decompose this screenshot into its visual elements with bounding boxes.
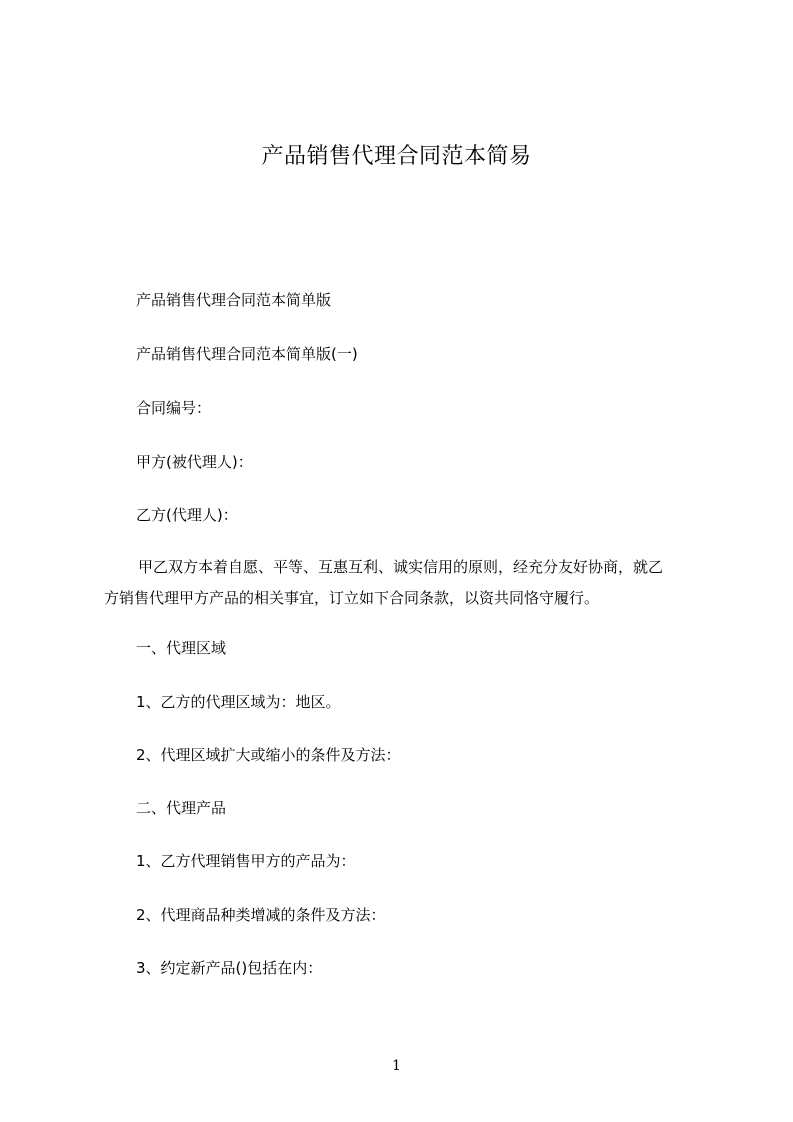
party-b-line: 乙方(代理人)： bbox=[136, 506, 238, 524]
subtitle-version-line: 产品销售代理合同范本简单版(一) bbox=[136, 345, 358, 363]
intro-line-1: 甲乙双方本着自愿、平等、互惠互利、诚实信用的原则，经充分友好协商，就乙 bbox=[138, 558, 664, 576]
section-2-item-2: 2、代理商品种类增减的条件及方法： bbox=[136, 906, 386, 924]
section-1-item-2: 2、代理区域扩大或缩小的条件及方法： bbox=[136, 746, 401, 764]
intro-line-2: 方销售代理甲方产品的相关事宜，订立如下合同条款，以资共同恪守履行。 bbox=[104, 589, 600, 607]
intro-paragraph bbox=[104, 552, 704, 614]
document-title: 产品销售代理合同范本简易 bbox=[261, 144, 532, 169]
party-a-line: 甲方(被代理人)： bbox=[136, 453, 253, 471]
contract-number-line: 合同编号： bbox=[136, 399, 212, 417]
section-2-item-1: 1、乙方代理销售甲方的产品为： bbox=[136, 852, 356, 870]
section-2-item-3: 3、约定新产品()包括在内： bbox=[136, 959, 323, 977]
subtitle-line: 产品销售代理合同范本简单版 bbox=[136, 291, 332, 309]
section-1-item-1: 1、乙方的代理区域为：地区。 bbox=[136, 693, 341, 711]
section-2-heading: 二、代理产品 bbox=[136, 799, 227, 817]
section-1-heading: 一、代理区域 bbox=[136, 639, 227, 657]
page-number: 1 bbox=[392, 1058, 401, 1074]
